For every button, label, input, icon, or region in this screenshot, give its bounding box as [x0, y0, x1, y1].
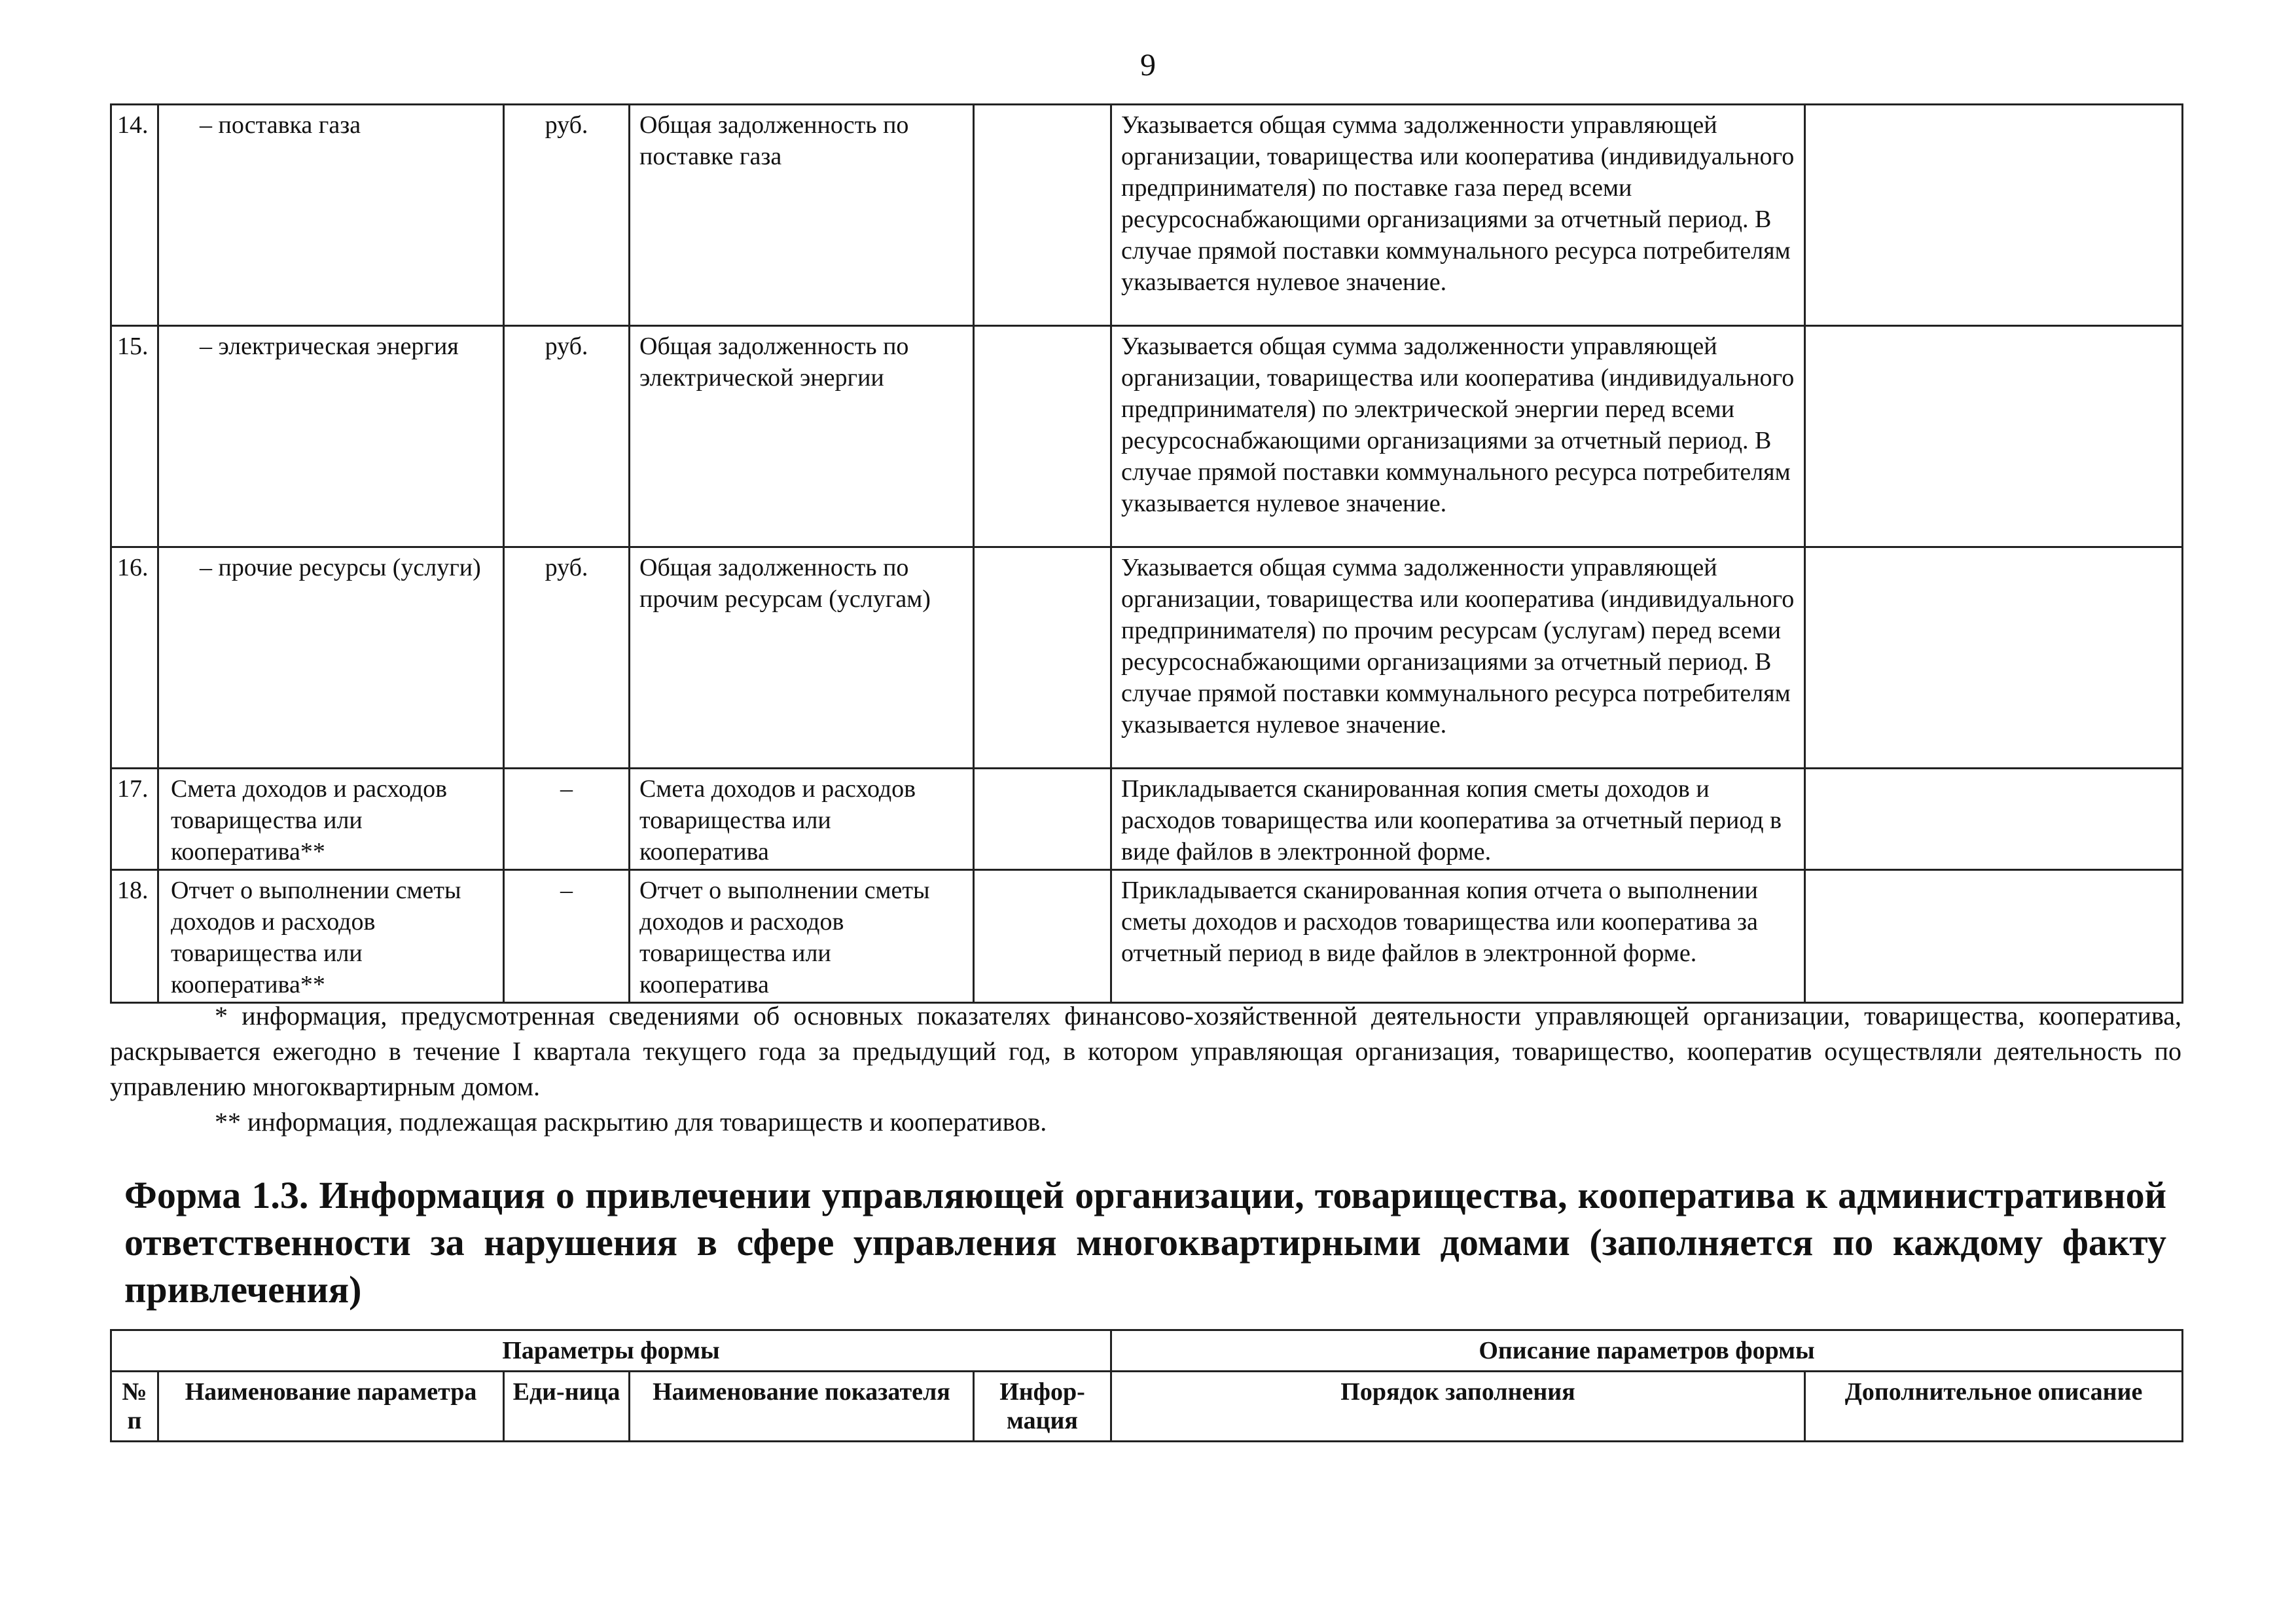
form-title: Форма 1.3. Информация о привлечении управляющей организации, товарищества, кооператива к административной ответственности за нарушения в сфере управления многоквартирными домами (заполняется по каждому факту привлечения)	[124, 1174, 2166, 1311]
col-indicator-header: Наименование показателя	[630, 1372, 974, 1442]
indicator-name: Отчет о выполнении сметы доходов и расходов товарищества или кооператива	[630, 870, 974, 1003]
indicator-name: Смета доходов и расходов товарищества или кооператива	[630, 769, 974, 870]
extra-description	[1805, 769, 2183, 870]
row-number: 18.	[111, 870, 158, 1003]
table-row	[111, 769, 2183, 870]
extra-description	[1805, 105, 2183, 326]
parameters-table	[110, 103, 2183, 1004]
row-number: 14.	[111, 105, 158, 326]
col-number-header: № п	[111, 1372, 158, 1442]
col-unit-header: Еди-ница	[504, 1372, 630, 1442]
col-extra-header: Дополнительное описание	[1805, 1372, 2183, 1442]
unit: руб.	[504, 105, 630, 326]
page-number: 9	[1140, 48, 1156, 82]
group-parameters-header: Параметры формы	[111, 1330, 1111, 1372]
table-row	[111, 870, 2183, 1003]
information	[974, 547, 1111, 769]
group-description-header: Описание параметров формы	[1111, 1330, 2183, 1372]
unit: руб.	[504, 547, 630, 769]
fill-procedure: Указывается общая сумма задолженности управляющей организации, товарищества или кооператива (индивидуального предпринимателя) по прочим ресурсам (услугам) перед всеми ресурсоснабжающими организациями за отчетный период. В случае прямой поставки коммунального ресурса потребителям указывается нулевое значение.	[1111, 547, 1805, 769]
footnotes	[110, 998, 2181, 1140]
indicator-name: Общая задолженность по электрической энергии	[630, 326, 974, 547]
unit: –	[504, 870, 630, 1003]
information	[974, 326, 1111, 547]
information	[974, 870, 1111, 1003]
row-number: 16.	[111, 547, 158, 769]
form-header-table	[110, 1329, 2183, 1442]
col-procedure-header: Порядок заполнения	[1111, 1372, 1805, 1442]
unit: руб.	[504, 326, 630, 547]
information	[974, 769, 1111, 870]
information	[974, 105, 1111, 326]
fill-procedure: Указывается общая сумма задолженности управляющей организации, товарищества или кооператива (индивидуального предпринимателя) по электрической энергии перед всеми ресурсоснабжающими организациями за отчетный период. В случае прямой поставки коммунального ресурса потребителям указывается нулевое значение.	[1111, 326, 1805, 547]
extra-description	[1805, 326, 2183, 547]
indicator-name: Общая задолженность по поставке газа	[630, 105, 974, 326]
fill-procedure: Прикладывается сканированная копия отчета о выполнении сметы доходов и расходов товарищества или кооператива за отчетный период в виде файлов в электронной форме.	[1111, 870, 1805, 1003]
parameter-name: – поставка газа	[158, 105, 504, 326]
fill-procedure: Прикладывается сканированная копия сметы доходов и расходов товарищества или кооператива за отчетный период в виде файлов в электронной форме.	[1111, 769, 1805, 870]
group-header-row	[111, 1330, 2183, 1372]
parameter-name: Смета доходов и расходов товарищества или кооператива**	[158, 769, 504, 870]
extra-description	[1805, 547, 2183, 769]
extra-description	[1805, 870, 2183, 1003]
parameter-name: Отчет о выполнении сметы доходов и расходов товарищества или кооператива**	[158, 870, 504, 1003]
row-number: 15.	[111, 326, 158, 547]
column-header-row	[111, 1372, 2183, 1442]
parameter-name: – прочие ресурсы (услуги)	[158, 547, 504, 769]
parameter-name: – электрическая энергия	[158, 326, 504, 547]
fill-procedure: Указывается общая сумма задолженности управляющей организации, товарищества или кооператива (индивидуального предпринимателя) по поставке газа перед всеми ресурсоснабжающими организациями за отчетный период. В случае прямой поставки коммунального ресурса потребителям указывается нулевое значение.	[1111, 105, 1805, 326]
table-row	[111, 326, 2183, 547]
unit: –	[504, 769, 630, 870]
col-name-header: Наименование параметра	[158, 1372, 504, 1442]
table-row	[111, 547, 2183, 769]
row-number: 17.	[111, 769, 158, 870]
footnote-partnerships: ** информация, подлежащая раскрытию для товариществ и кооперативов.	[215, 1107, 1047, 1137]
table-row	[111, 105, 2183, 326]
col-info-header: Инфор-мация	[974, 1372, 1111, 1442]
footnote-annual: * информация, предусмотренная сведениями об основных показателях финансово-хозяйственной деятельности управляющей организации, товарищества, кооператива, раскрывается ежегодно в течение I квартала текущего года за предыдущий год, в котором управляющая организация, товарищество, кооператив осуществляли деятельность по управлению многоквартирным домом.	[110, 1001, 2181, 1101]
indicator-name: Общая задолженность по прочим ресурсам (услугам)	[630, 547, 974, 769]
